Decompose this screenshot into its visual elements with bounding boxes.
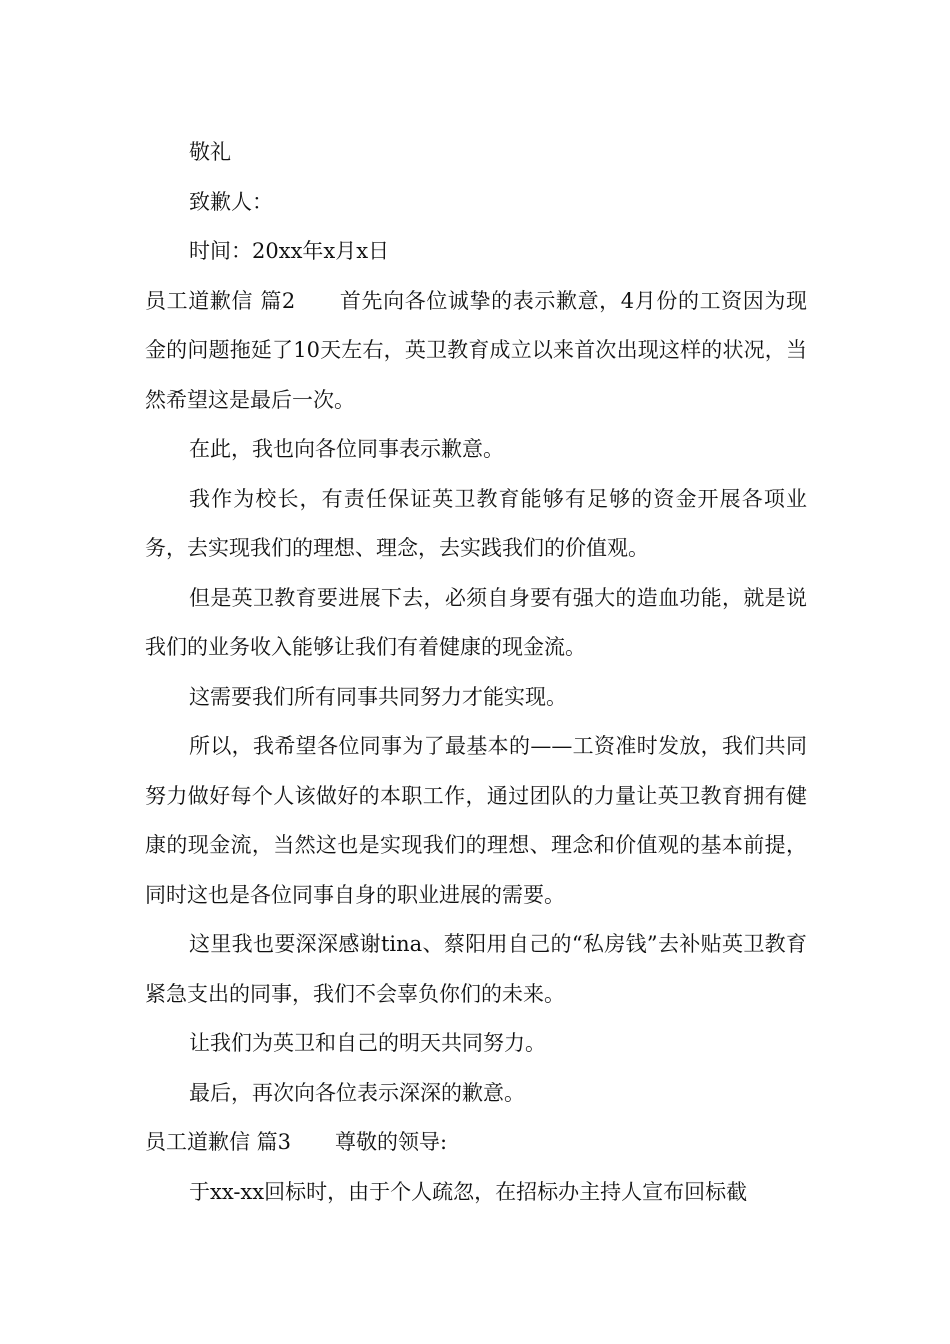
paragraph-text: 尊敬的领导: xyxy=(335,1130,448,1154)
paragraph: 我作为校长，有责任保证英卫教育能够有足够的资金开展各项业务，去实现我们的理想、理念，去实践我们的价值观。 xyxy=(145,486,807,560)
paragraph: 于xx-xx回标时，由于个人疏忽，在招标办主持人宣布回标截 xyxy=(189,1179,748,1204)
apologizer-line: 致歉人： xyxy=(189,189,273,214)
paragraph: 在此，我也向各位同事表示歉意。 xyxy=(189,437,504,461)
paragraph-text: 首先向各位诚挚的表示歉意，4月份的工资因为现金的问题拖延了10天左右，英卫教育成立以来首次出现这样的状况，当然希望这是最后一次。 xyxy=(145,288,808,412)
paragraph: 这需要我们所有同事共同努力才能实现。 xyxy=(189,684,567,709)
paragraph: 所以，我希望各位同事为了最基本的——工资准时发放，我们共同努力做好每个人该做好的本职工作，通过团队的力量让英卫教育拥有健康的现金流，当然这也是实现我们的理想、理念和价值观的基本前提，同时这也是各位同事自身的职业进展的需要。 xyxy=(145,734,807,907)
date-line: 时间：20xx年x月x日 xyxy=(189,239,390,263)
section-heading: 员工道歉信 篇2 xyxy=(145,288,296,313)
paragraph: 但是英卫教育要进展下去，必须自身要有强大的造血功能，就是说我们的业务收入能够让我们有着健康的现金流。 xyxy=(145,585,807,659)
paragraph-with-heading xyxy=(145,1118,807,1168)
paragraph: 最后，再次向各位表示深深的歉意。 xyxy=(189,1080,525,1105)
paragraph: 让我们为英卫和自己的明天共同努力。 xyxy=(189,1031,546,1055)
section-heading: 员工道歉信 篇3 xyxy=(145,1130,292,1154)
closing-salutation: 敬礼 xyxy=(189,140,231,164)
paragraph: 这里我也要深深感谢tina、蔡阳用自己的“私房钱”去补贴英卫教育紧急支出的同事，我们不会辜负你们的未来。 xyxy=(145,932,807,1006)
document-body xyxy=(145,128,807,1217)
paragraph-with-heading xyxy=(145,277,807,426)
